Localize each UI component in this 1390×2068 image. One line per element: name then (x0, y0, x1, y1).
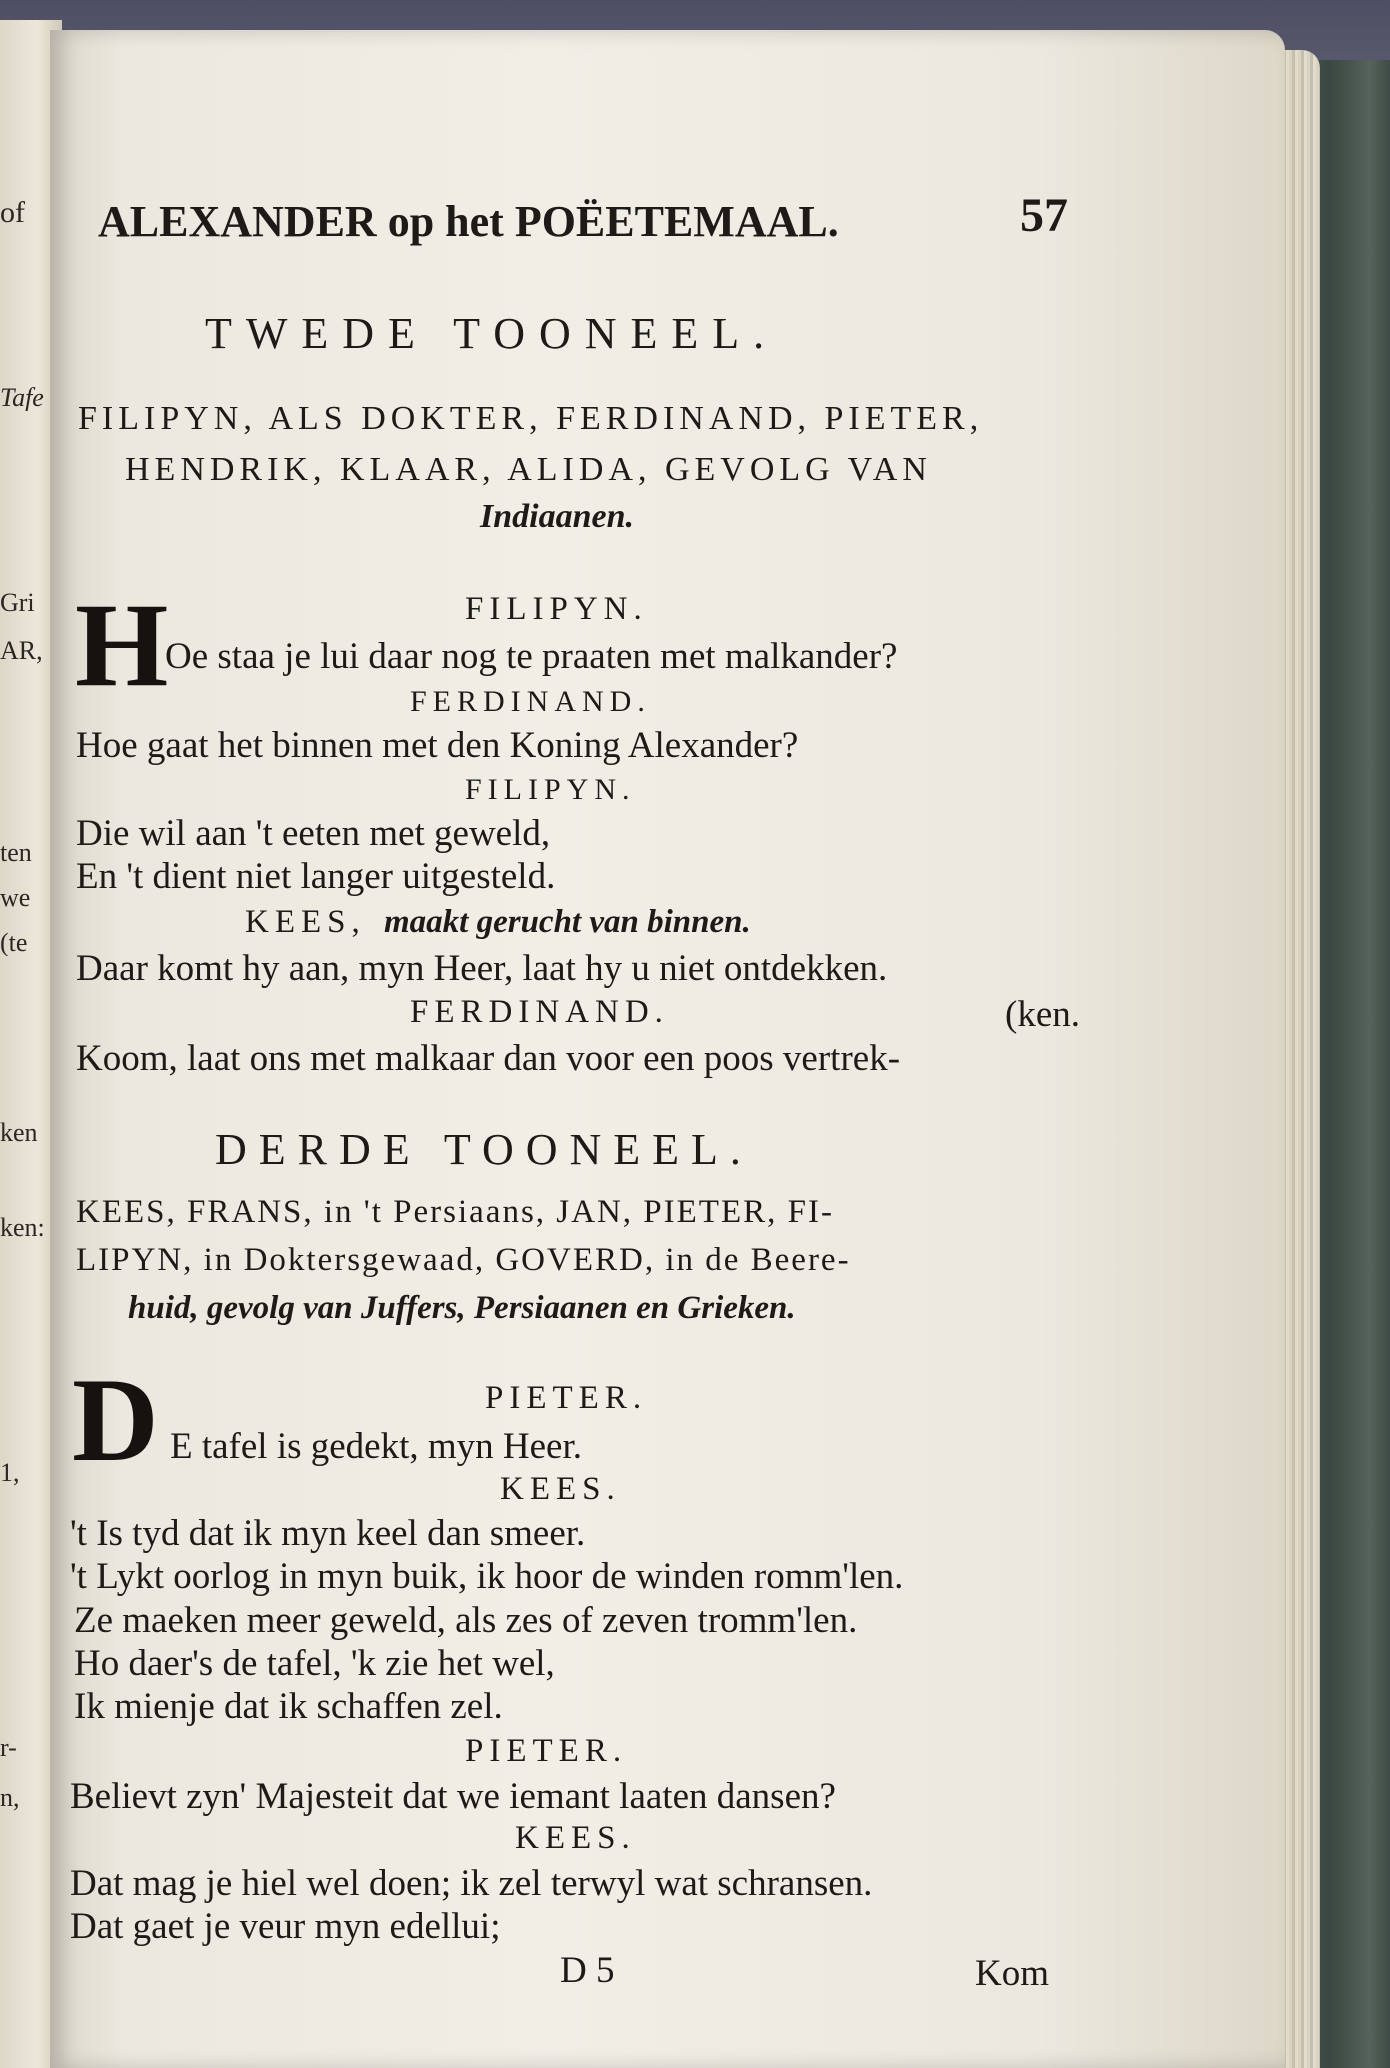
drop-cap: D (72, 1353, 159, 1486)
verse-line: Ho daer's de tafel, 'k zie het wel, (74, 1643, 555, 1684)
left-fragment: Tafe (0, 385, 44, 411)
verse-line: Dat gaet je veur myn edellui; (70, 1906, 501, 1947)
left-fragment: we (0, 885, 31, 911)
verse-line: Ze maeken meer geweld, als zes of zeven tromm'len. (74, 1600, 858, 1641)
running-head: ALEXANDER op het POËETEMAAL. (98, 197, 839, 246)
left-fragment: n, (0, 1785, 20, 1811)
cast-list-line: huid, gevolg van Juffers, Persiaanen en Grieken. (128, 1290, 796, 1326)
verse-line: Ik mienje dat ik schaffen zel. (74, 1686, 503, 1727)
cast-list-line: HENDRIK, KLAAR, ALIDA, GEVOLG VAN (125, 451, 932, 488)
verse-line: Hoe gaat het binnen met den Koning Alexander? (76, 725, 799, 766)
verse-line: E tafel is gedekt, myn Heer. (170, 1426, 583, 1467)
left-fragment: (te (0, 930, 28, 956)
verse-line: Dat mag je hiel wel doen; ik zel terwyl wat schransen. (70, 1863, 873, 1904)
verse-line: Oe staa je lui daar nog te praaten met malkander? (165, 636, 898, 677)
cast-list-line: LIPYN, in Doktersgewaad, GOVERD, in de Beere- (76, 1242, 851, 1278)
verse-line: 't Lykt oorlog in myn buik, ik hoor de winden romm'len. (70, 1556, 904, 1597)
left-fragment: ken (0, 1120, 38, 1146)
scene-heading: DERDE TOONEEL. (215, 1125, 753, 1174)
cast-list-line: Indiaanen. (480, 498, 634, 535)
scene-heading: TWEDE TOONEEL. (205, 309, 779, 358)
speaker-name: PIETER. (465, 1733, 628, 1769)
speaker-name: FERDINAND. (410, 994, 669, 1030)
verse-line: Die wil aan 't eeten met geweld, (76, 813, 551, 854)
verse-line: Daar komt hy aan, myn Heer, laat hy u niet ontdekken. (76, 948, 888, 989)
page-number: 57 (1020, 189, 1068, 242)
speaker-name: KEES. (500, 1471, 621, 1507)
left-fragment: Gri (0, 590, 35, 616)
verse-line: 't Is tyd dat ik myn keel dan smeer. (70, 1513, 586, 1554)
speaker-name: PIETER. (485, 1380, 648, 1416)
verse-line: Believt zyn' Majesteit dat we iemant laaten dansen? (70, 1776, 836, 1817)
book-page (50, 30, 1285, 2068)
verse-line: Koom, laat ons met malkaar dan voor een poos vertrek- (76, 1038, 901, 1079)
catchword: Kom (975, 1953, 1049, 1994)
left-fragment: r- (0, 1735, 17, 1761)
left-fragment: ken: (0, 1215, 45, 1241)
stage-direction (245, 906, 751, 939)
left-fragment: of (0, 198, 25, 228)
left-fragment: 1, (0, 1460, 20, 1486)
verse-line: En 't dient niet langer uitgesteld. (76, 856, 556, 897)
cast-list-line: KEES, FRANS, in 't Persiaans, JAN, PIETER, FI- (76, 1194, 834, 1230)
stage-direction-name: KEES, (245, 904, 366, 940)
speaker-name: FILIPYN. (465, 591, 648, 627)
turnover-word: (ken. (1005, 994, 1080, 1035)
signature-mark: D 5 (560, 1950, 615, 1991)
cast-list-line: FILIPYN, ALS DOKTER, FERDINAND, PIETER, (78, 400, 984, 437)
left-fragment: AR, (0, 638, 43, 664)
speaker-name: FERDINAND. (410, 685, 651, 718)
drop-cap: H (75, 578, 169, 711)
speaker-name: FILIPYN. (465, 773, 636, 806)
stage-direction-text: maakt gerucht van binnen. (384, 904, 751, 940)
speaker-name: KEES. (515, 1820, 636, 1856)
left-fragment: ten (0, 840, 32, 866)
